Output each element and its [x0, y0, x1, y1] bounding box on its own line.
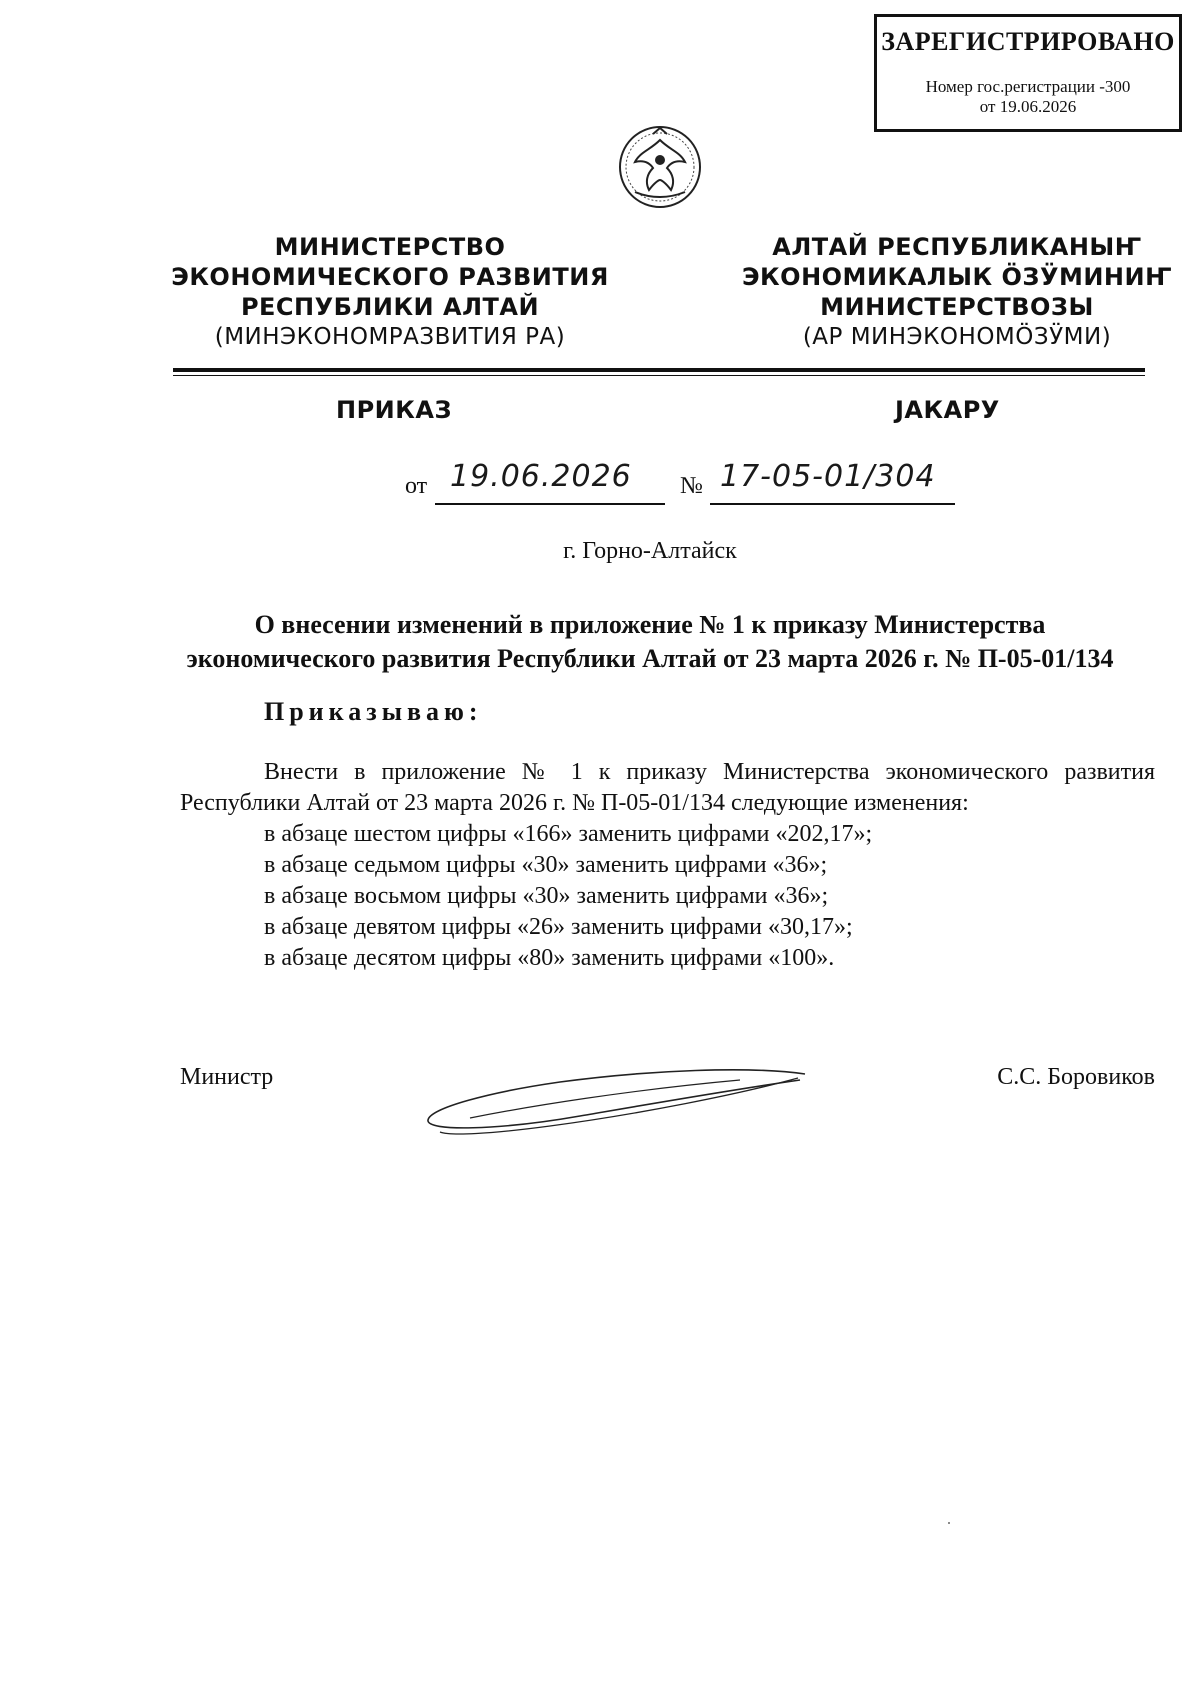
ministry-ru-abbr: (МИНЭКОНОМРАЗВИТИЯ РА) — [214, 324, 566, 350]
header-divider-thick — [173, 368, 1145, 372]
stamp-number: Номер гос.регистрации -300 — [925, 77, 1131, 96]
change-item: в абзаце седьмом цифры «30» заменить цифрами «36»; — [264, 852, 828, 878]
registration-stamp — [874, 14, 1182, 132]
order-subject — [150, 608, 1150, 676]
number-underline — [710, 503, 955, 505]
stamp-title: ЗАРЕГИСТРИРОВАНО — [881, 27, 1175, 56]
change-item: в абзаце шестом цифры «166» заменить цифрами «202,17»; — [264, 821, 873, 847]
city: г. Горно-Алтайск — [563, 538, 737, 564]
subject-line1: О внесении изменений в приложение № 1 к приказу Министерства — [254, 610, 1046, 639]
emblem-icon — [605, 122, 715, 212]
change-item: в абзаце десятом цифры «80» заменить цифрами «100». — [264, 945, 835, 971]
date-label: от — [405, 473, 428, 499]
change-item: в абзаце восьмом цифры «30» заменить цифрами «36»; — [264, 883, 829, 909]
ministry-alt-abbr: (АР МИНЭКОНОМӦЗӰМИ) — [802, 324, 1112, 350]
order-date-number-line — [405, 455, 965, 515]
date-underline — [435, 503, 665, 505]
number-label: № — [680, 473, 703, 499]
body-intro: Внести в приложение № 1 к приказу Министерства экономического развития Республики Алтай от 23 марта 2026 г. № П-05-01/134 следующие изменения: — [180, 759, 1155, 816]
date-value: 19.06.2026 — [450, 459, 632, 494]
header-divider-thin — [173, 375, 1145, 376]
ministry-alt-line2: ЭКОНОМИКАЛЫК ӦЗӰМИНИҤ — [741, 263, 1173, 291]
signature-icon — [410, 1060, 810, 1150]
ministry-header-ru — [155, 232, 625, 352]
signatory-position: Министр — [180, 1064, 274, 1090]
stamp-date: от 19.06.2026 — [979, 97, 1077, 116]
signatory-name: С.С. Боровиков — [997, 1064, 1155, 1090]
directive-heading: Приказываю: — [264, 697, 483, 726]
ministry-ru-line2: ЭКОНОМИЧЕСКОГО РАЗВИТИЯ — [171, 263, 609, 291]
ministry-alt-line3: МИНИСТЕРСТВОЗЫ — [820, 293, 1094, 321]
ministry-ru-line1: МИНИСТЕРСТВО — [274, 233, 506, 261]
order-title-alt: JАКАРУ — [895, 396, 1000, 424]
scan-speck — [948, 1522, 950, 1524]
ministry-alt-line1: АЛТАЙ РЕСПУБЛИКАНЫҤ — [772, 233, 1142, 261]
order-body — [180, 757, 1155, 974]
subject-line2: экономического развития Республики Алтай от 23 марта 2026 г. № П-05-01/134 — [186, 644, 1114, 673]
ministry-header-alt — [722, 232, 1192, 352]
number-value: 17-05-01/304 — [720, 459, 936, 494]
change-item: в абзаце девятом цифры «26» заменить цифрами «30,17»; — [264, 914, 853, 940]
ministry-ru-line3: РЕСПУБЛИКИ АЛТАЙ — [240, 293, 540, 321]
order-title-ru: ПРИКАЗ — [336, 396, 453, 424]
